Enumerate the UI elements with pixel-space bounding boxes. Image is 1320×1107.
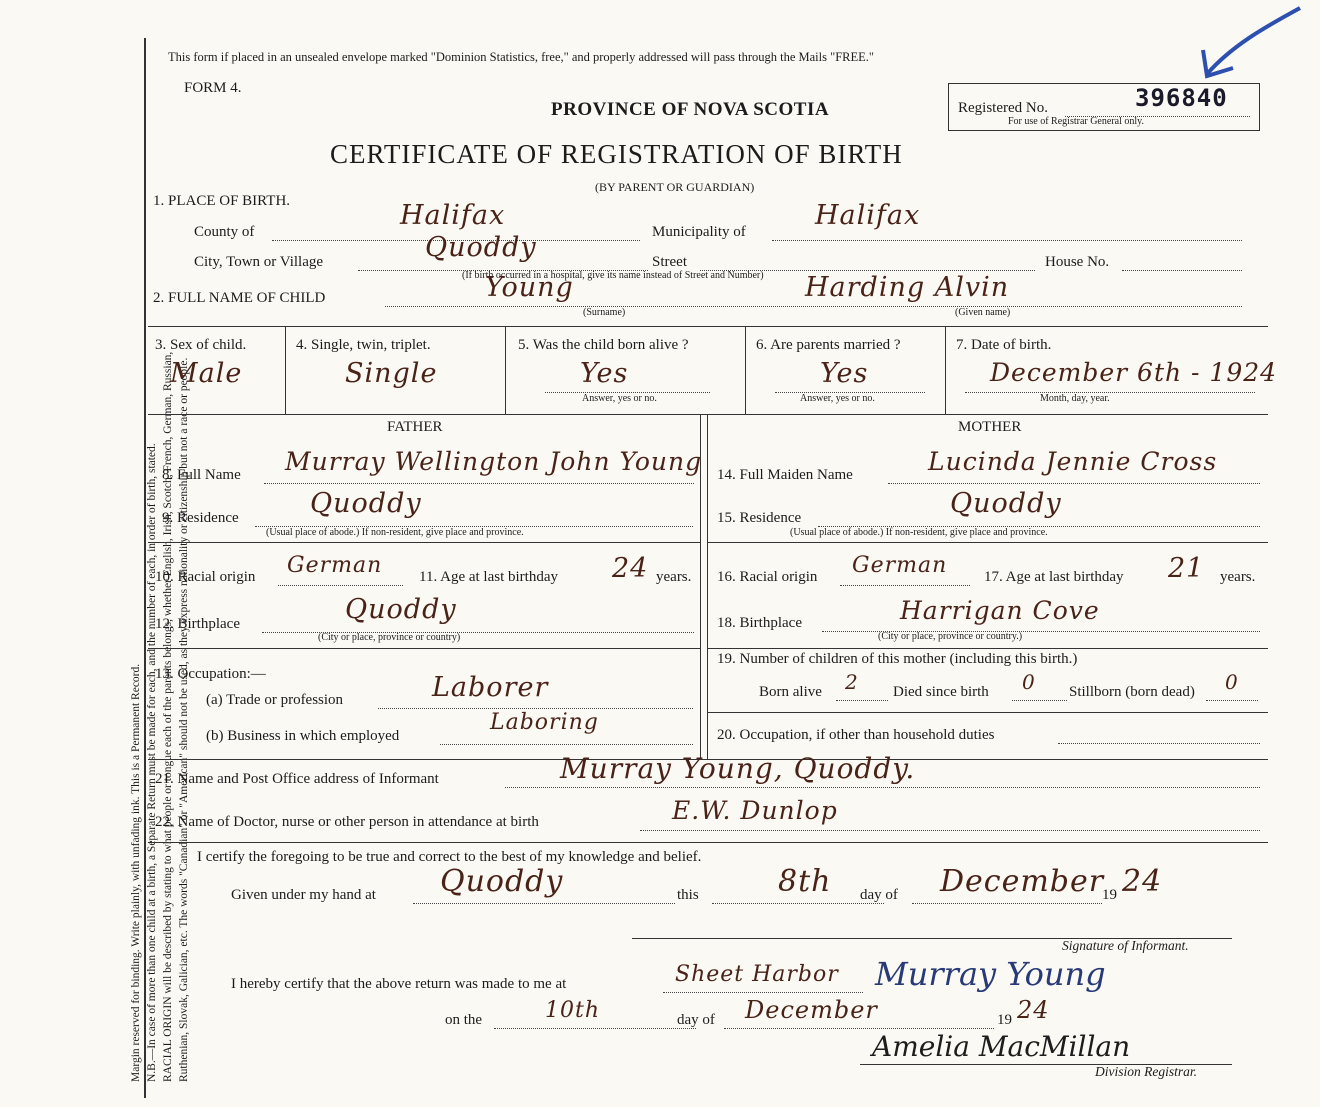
date-label: 7. Date of birth. — [956, 337, 1052, 353]
alive-label: 5. Was the child born alive ? — [518, 337, 689, 353]
province-heading: PROVINCE OF NOVA SCOTIA — [551, 99, 830, 120]
mother-name-value: Lucinda Jennie Cross — [928, 447, 1218, 476]
rule — [707, 648, 1268, 649]
form-number: FORM 4. — [184, 80, 242, 96]
father-name-value: Murray Wellington John Young — [285, 447, 703, 476]
mother-birthplace-note: (City or place, province or country.) — [878, 631, 1023, 642]
died-line — [1012, 700, 1067, 701]
registrar-place-line — [663, 992, 863, 993]
father-racial-label: 10. Racial origin — [155, 569, 256, 585]
died-value: 0 — [1022, 670, 1036, 694]
certificate-title: CERTIFICATE OF REGISTRATION OF BIRTH — [330, 139, 903, 169]
day-of-label: day of — [860, 887, 898, 903]
doctor-value: E.W. Dunlop — [672, 796, 838, 825]
this-label: this — [677, 887, 699, 903]
doctor-label: 22. Name of Doctor, nurse or other person in attendance at birth — [155, 814, 539, 830]
business-line — [440, 744, 693, 745]
reg-year-prefix: 19 — [997, 1012, 1012, 1028]
father-heading: FATHER — [387, 419, 443, 435]
registrar-statement: I hereby certify that the above return was made to me at — [231, 976, 567, 992]
mother-residence-label: 15. Residence — [717, 510, 802, 526]
registrar-note: For use of Registrar General only. — [1008, 116, 1144, 127]
mother-birthplace-label: 18. Birthplace — [717, 615, 802, 631]
rule — [148, 648, 700, 649]
father-name-label: 8. Full Name — [162, 467, 241, 483]
child-given-name: Harding Alvin — [805, 272, 1010, 303]
trade-value: Laborer — [432, 672, 549, 703]
father-racial-value: German — [287, 553, 383, 578]
given-label: (Given name) — [955, 307, 1011, 318]
check-mark-icon — [1195, 2, 1305, 82]
child-heading: 2. FULL NAME OF CHILD — [153, 290, 326, 306]
mother-name-line — [888, 483, 1260, 484]
mother-name-label: 14. Full Maiden Name — [717, 467, 853, 483]
business-label: (b) Business in which employed — [206, 728, 400, 744]
father-years: years. — [656, 569, 692, 585]
street-label: Street — [652, 254, 687, 270]
stillborn-line — [1206, 700, 1258, 701]
trade-label: (a) Trade or profession — [206, 692, 344, 708]
informant-line — [505, 787, 1260, 788]
margin-border — [144, 38, 146, 1098]
given-label: Given under my hand at — [231, 887, 376, 903]
month-value: December — [940, 864, 1105, 899]
doctor-line — [640, 830, 1260, 831]
born-alive-value: 2 — [845, 670, 859, 694]
signature-label: Signature of Informant. — [1062, 938, 1189, 953]
occupation-label: 13. Occupation:— — [155, 666, 266, 682]
sex-value: Male — [170, 358, 243, 389]
reg-month-value: December — [745, 996, 878, 1024]
rule — [945, 327, 946, 414]
mother-abode-note: (Usual place of abode.) If non-resident, give place and province. — [790, 527, 1048, 538]
married-note: Answer, yes or no. — [800, 393, 875, 404]
margin-line: Ruthenian, Slovak, Galician, etc. The words "Canadian" or "American" should not be used, as they express nationality or citizenship but not a race or people. — [178, 357, 190, 1082]
father-age-label: 11. Age at last birthday — [419, 569, 558, 585]
child-surname: Young — [485, 272, 574, 303]
father-birthplace-note: (City or place, province or country) — [318, 632, 461, 643]
margin-line: Margin reserved for binding. Write plainly, with unfading ink. This is a Permanent Record. — [130, 663, 142, 1082]
registrar-signature: Amelia MacMillan — [872, 1030, 1131, 1063]
day-value: 8th — [778, 864, 832, 899]
given-place-line — [413, 903, 675, 904]
rule — [707, 712, 1268, 713]
father-racial-line — [278, 585, 403, 586]
date-value: December 6th - 1924 — [990, 358, 1278, 387]
city-value: Quoddy — [425, 232, 537, 263]
on-the-label: on the — [445, 1012, 483, 1028]
informant-value: Murray Young, Quoddy. — [560, 752, 916, 785]
municipality-label: Municipality of — [652, 224, 746, 240]
rule — [285, 327, 286, 414]
mother-racial-line — [840, 585, 970, 586]
certificate-subtitle: (BY PARENT OR GUARDIAN) — [595, 180, 755, 194]
rule — [148, 326, 1268, 327]
reg-day-of-label: day of — [677, 1012, 715, 1028]
rule — [707, 414, 708, 759]
father-residence-value: Quoddy — [310, 488, 422, 519]
rule — [707, 542, 1268, 543]
rule — [745, 327, 746, 414]
mail-note: This form if placed in an unsealed envelope marked "Dominion Statistics, free," and properly addressed will pass through the Mails "FREE." — [168, 50, 875, 64]
died-label: Died since birth — [893, 684, 989, 700]
place-heading: 1. PLACE OF BIRTH. — [153, 193, 291, 209]
mother-racial-label: 16. Racial origin — [717, 569, 818, 585]
house-line — [1122, 270, 1242, 271]
registered-label: Registered No. — [958, 100, 1048, 116]
rule — [148, 842, 1268, 843]
year-value: 24 — [1122, 864, 1163, 899]
mother-birthplace-value: Harrigan Cove — [900, 596, 1100, 625]
single-label: 4. Single, twin, triplet. — [296, 337, 431, 353]
municipality-line — [772, 240, 1242, 241]
child-name-line — [385, 306, 1242, 307]
alive-value: Yes — [580, 358, 629, 389]
married-value: Yes — [820, 358, 869, 389]
reg-month-line — [724, 1028, 994, 1029]
rule — [148, 542, 700, 543]
father-abode-note: (Usual place of abode.) If non-resident, give place and province. — [266, 527, 524, 538]
month-line — [912, 903, 1102, 904]
stillborn-value: 0 — [1225, 670, 1239, 694]
municipality-value: Halifax — [815, 200, 921, 231]
reg-day-line — [494, 1028, 696, 1029]
margin-line: N.B.—In case of more than one child at a birth, a Separate Return must be made for each, and the number of each, in order of birth, stated. — [146, 443, 158, 1082]
day-line — [712, 903, 884, 904]
hospital-note: (If birth occurred in a hospital, give its name instead of Street and Number) — [462, 270, 764, 281]
rule — [505, 327, 506, 414]
mother-racial-value: German — [852, 553, 948, 578]
father-birthplace-label: 12. Birthplace — [155, 616, 240, 632]
father-residence-label: 9. Residence — [162, 510, 239, 526]
margin-line: RACIAL ORIGIN will be described by stating to what people or tongue each of the parents belongs, whether English, Irish, Scotch, French, German, Russian, — [162, 351, 174, 1082]
mother-residence-value: Quoddy — [950, 488, 1062, 519]
stillborn-label: Stillborn (born dead) — [1069, 684, 1195, 700]
division-registrar-label: Division Registrar. — [1095, 1064, 1198, 1079]
father-birthplace-value: Quoddy — [345, 594, 457, 625]
father-name-line — [264, 483, 694, 484]
married-label: 6. Are parents married ? — [756, 337, 901, 353]
city-label: City, Town or Village — [194, 254, 324, 270]
mother-age-value: 21 — [1168, 553, 1205, 584]
registrar-place-value: Sheet Harbor — [675, 962, 839, 987]
house-label: House No. — [1045, 254, 1110, 270]
mother-occupation-line — [1058, 743, 1260, 744]
certify-text: I certify the foregoing to be true and correct to the best of my knowledge and belief. — [197, 849, 702, 865]
reg-year-value: 24 — [1017, 996, 1050, 1024]
trade-line — [378, 708, 693, 709]
rule — [148, 414, 1268, 415]
year-prefix: 19 — [1102, 887, 1117, 903]
surname-label: (Surname) — [583, 307, 626, 318]
born-alive-line — [836, 700, 888, 701]
county-label: County of — [194, 224, 255, 240]
reg-day-value: 10th — [545, 998, 601, 1023]
mother-years: years. — [1220, 569, 1256, 585]
mother-occupation-label: 20. Occupation, if other than household duties — [717, 727, 995, 743]
business-value: Laboring — [490, 710, 599, 735]
children-label: 19. Number of children of this mother (including this birth.) — [717, 651, 1078, 667]
given-place-value: Quoddy — [440, 864, 564, 899]
date-line — [965, 392, 1255, 393]
county-value: Halifax — [400, 200, 506, 231]
sex-label: 3. Sex of child. — [155, 337, 247, 353]
informant-signature: Murray Young — [875, 955, 1106, 993]
born-alive-label: Born alive — [759, 684, 822, 700]
margin-instructions — [128, 102, 192, 1082]
registered-number: 396840 — [1135, 84, 1228, 112]
father-age-value: 24 — [612, 553, 649, 584]
informant-label: 21. Name and Post Office address of Informant — [155, 771, 439, 787]
mother-age-label: 17. Age at last birthday — [984, 569, 1124, 585]
alive-note: Answer, yes or no. — [582, 393, 657, 404]
date-note: Month, day, year. — [1040, 393, 1110, 404]
single-value: Single — [345, 358, 438, 389]
mother-heading: MOTHER — [958, 419, 1022, 435]
